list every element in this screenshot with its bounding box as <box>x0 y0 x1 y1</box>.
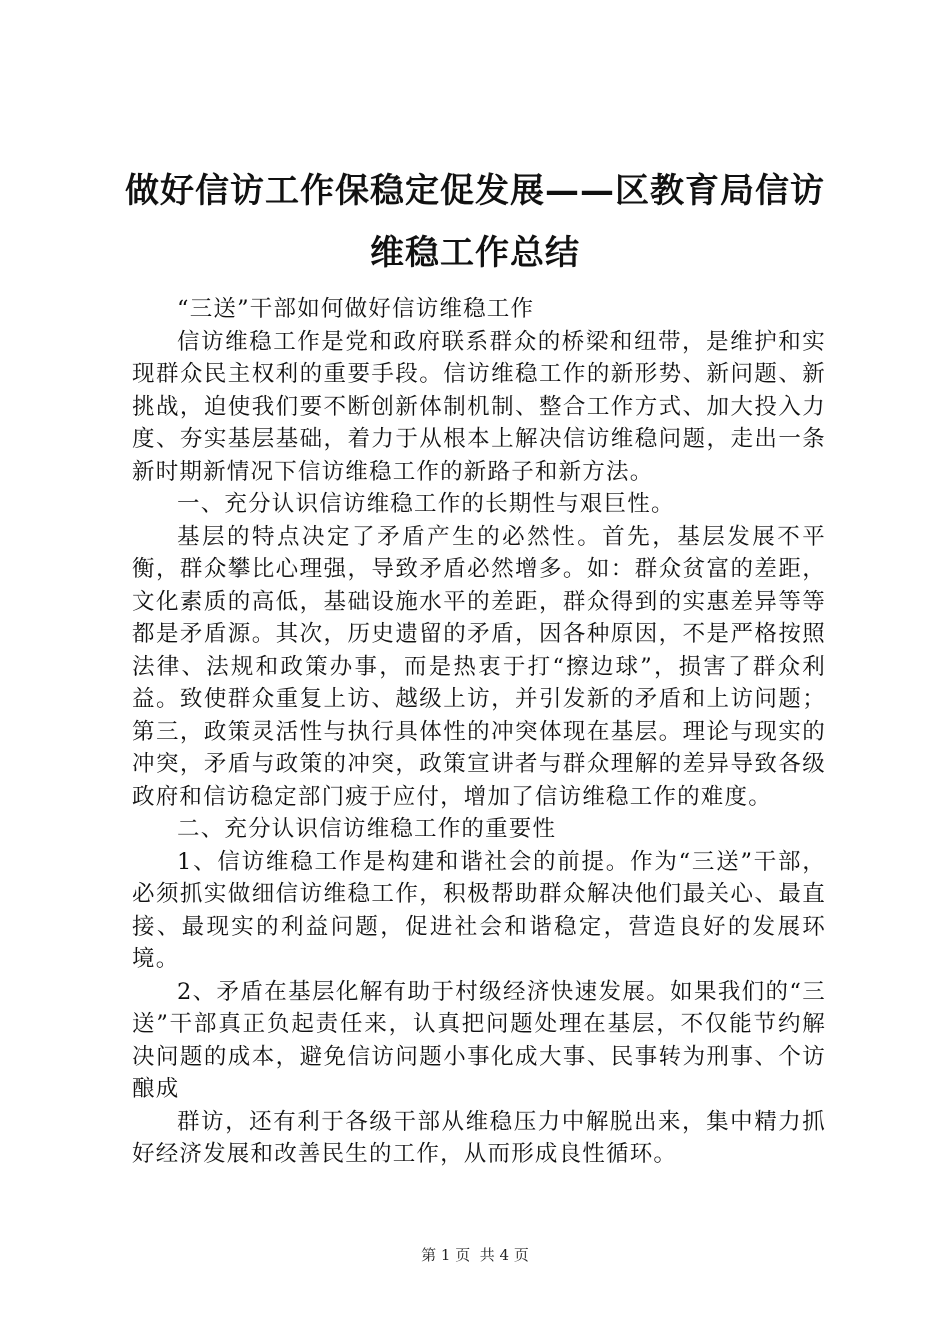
paragraph-section-1: 基层的特点决定了矛盾产生的必然性。首先，基层发展不平衡，群众攀比心理强，导致矛盾必然增多。如：群众贫富的差距，文化素质的高低，基础设施水平的差距，群众得到的实惠差异等等都是矛盾源。其次，历史遗留的矛盾，因各种原因，不是严格按照法律、法规和政策办事，而是热衷于打“擦边球”，损害了群众利益。致使群众重复上访、越级上访，并引发新的矛盾和上访问题；第三，政策灵活性与执行具体性的冲突体现在基层。理论与现实的冲突，矛盾与政策的冲突，政策宣讲者与群众理解的差异导致各级政府和信访稳定部门疲于应付，增加了信访维稳工作的难度。 <box>132 523 826 810</box>
document-title <box>120 160 830 284</box>
page-number: 第 1 页 共 4 页 <box>421 1246 529 1264</box>
paragraph-subtitle: “三送”干部如何做好信访维稳工作 <box>177 296 535 322</box>
section-heading-2: 二、充分认识信访维稳工作的重要性 <box>177 816 557 842</box>
section-heading-1: 一、充分认识信访维稳工作的长期性与艰巨性。 <box>177 491 675 517</box>
title-line-2: 维稳工作总结 <box>370 233 580 273</box>
paragraph-continuation: 群访，还有利于各级干部从维稳压力中解脱出来，集中精力抓好经济发展和改善民生的工作，从而形成良性循环。 <box>132 1108 826 1167</box>
title-line-1: 做好信访工作保稳定促发展——区教育局信访 <box>125 171 825 211</box>
paragraph-point-2: 2、矛盾在基层化解有助于村级经济快速发展。如果我们的“三送”干部真正负起责任来，认真把问题处理在基层，不仅能节约解决问题的成本，避免信访问题小事化成大事、民事转为刑事、个访酿成 <box>132 978 826 1102</box>
paragraph-intro: 信访维稳工作是党和政府联系群众的桥梁和纽带，是维护和实现群众民主权利的重要手段。信访维稳工作的新形势、新问题、新挑战，迫使我们要不断创新体制机制、整合工作方式、加大投入力度、夯实基层基础，着力于从根本上解决信访维稳问题，走出一条新时期新情况下信访维稳工作的新路子和新方法。 <box>132 328 826 485</box>
document-body <box>132 293 826 1171</box>
page-footer <box>0 1244 950 1265</box>
paragraph-point-1: 1、信访维稳工作是构建和谐社会的前提。作为“三送”干部，必须抓实做细信访维稳工作，积极帮助群众解决他们最关心、最直接、最现实的利益问题，促进社会和谐稳定，营造良好的发展环境。 <box>132 848 826 972</box>
